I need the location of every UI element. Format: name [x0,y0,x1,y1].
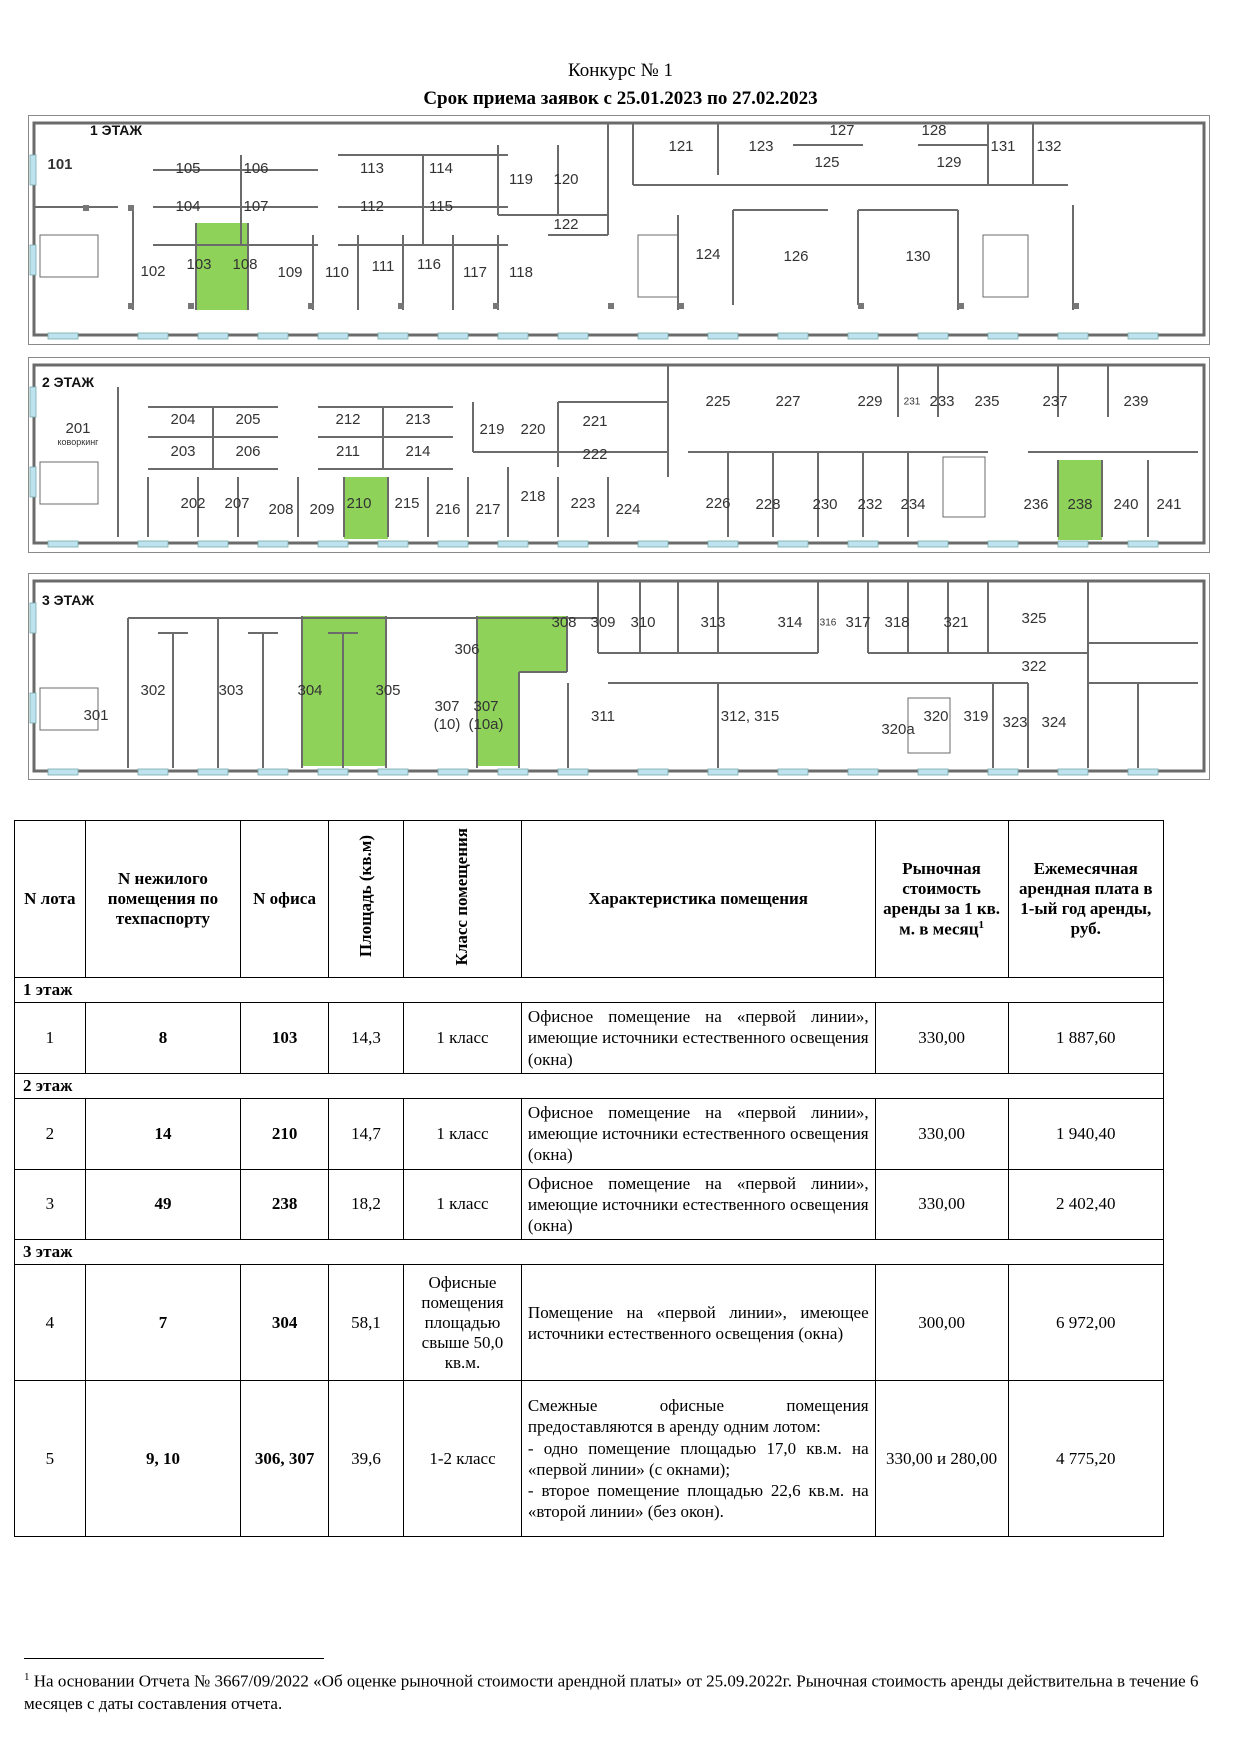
room-label: 309 [590,613,616,631]
room-label: 218 [520,487,546,505]
cell-tech: 8 [85,1003,240,1074]
floor-label: 3 этаж [15,1240,1164,1265]
floor-row [15,978,1164,1003]
col-class-label: Класс помещения [452,827,472,966]
cell-monthly: 1 887,60 [1008,1003,1163,1074]
room-label: 110 [325,263,349,281]
room-label: 230 [812,495,838,513]
cell-price: 330,00 [875,1003,1008,1074]
room-label: 312, 315 [720,707,780,725]
document-subtitle: Срок приема заявок с 25.01.2023 по 27.02.2023 [423,88,818,109]
room-label: 219 [479,420,505,438]
room-label: 225 [705,392,731,410]
room-label: 241 [1156,495,1182,513]
table-row [15,1381,1164,1537]
room-label: 221 [582,412,608,430]
room-label: 325 [1021,609,1047,627]
room-label: 240 [1113,495,1139,513]
room-label: 105 [175,159,201,177]
room-label: 209 [309,500,335,518]
room-label: 216 [435,500,461,518]
room-label: 318 [884,613,910,631]
cell-tech: 49 [85,1169,240,1240]
desc-line: - второе помещение площадью 22,6 кв.м. на «второй линии» (без окон). [527,1481,869,1522]
room-label: 113 [360,159,384,177]
room-label: 117 [463,263,487,281]
room-label: 305 [375,681,401,699]
floor-2-label: 2 ЭТАЖ [42,374,95,390]
room-label: 204 [170,410,196,428]
lease-table [14,820,1164,1537]
cell-office: 103 [241,1003,329,1074]
cell-office: 210 [241,1098,329,1169]
cell-class: Офисные помещения площадью свыше 50,0 кв.м. [404,1265,522,1381]
cell-desc: Офисное помещение на «первой линии», имеющие источники естественного освещения (окна) [521,1098,875,1169]
room-label: 233 [929,392,955,410]
floor-row [15,1073,1164,1098]
cell-class: 1 класс [404,1098,522,1169]
cell-lot: 2 [15,1098,86,1169]
room-label: 108 [232,255,258,273]
room-label: 226 [705,494,731,512]
floor-plan-1 [28,115,1210,345]
cell-desc [521,1381,875,1537]
room-label: 212 [335,410,361,428]
room-label: 231 [903,396,921,408]
room-label: 237 [1042,392,1068,410]
cell-class: 1-2 класс [404,1381,522,1537]
room-label: 126 [783,247,809,265]
room-label: 234 [900,495,926,513]
room-label: 220 [520,420,546,438]
room-label: 210 [346,494,372,512]
room-label: 109 [277,263,303,281]
room-label: 214 [405,442,431,460]
room-label: 229 [857,392,883,410]
room-label: 203 [170,442,196,460]
footnote-mark: 1 [24,1671,30,1683]
col-class [404,821,522,978]
room-label: 301 [83,706,109,724]
room-label: 308 [551,613,577,631]
room-label: 223 [570,494,596,512]
cell-monthly: 2 402,40 [1008,1169,1163,1240]
cell-tech: 14 [85,1098,240,1169]
cell-area: 58,1 [329,1265,404,1381]
cell-price: 300,00 [875,1265,1008,1381]
floor-plan-2 [28,357,1210,553]
room-label: 103 [186,255,212,273]
room-label: 104 [175,197,201,215]
table-row [15,1169,1164,1240]
room-label: 118 [509,263,533,281]
table-header-row [15,821,1164,978]
room-sublabel: коворкинг [57,437,99,447]
room-label: 107 [243,197,269,215]
room-label: 114 [429,159,453,177]
room-label: 316 [819,617,837,629]
room-label: 106 [243,159,269,177]
room-label: 313 [700,613,726,631]
cell-monthly: 4 775,20 [1008,1381,1163,1537]
cell-lot: 1 [15,1003,86,1074]
room-label: 239 [1123,392,1149,410]
cell-office: 304 [241,1265,329,1381]
room-label: 307 [473,697,499,715]
room-label: 211 [336,442,360,460]
room-label: 304 [297,681,323,699]
room-label: 115 [429,197,453,215]
room-label: 224 [615,500,641,518]
room-label: 236 [1023,495,1049,513]
col-monthly: Ежемесячная арендная плата в 1-ый год аренды, руб. [1008,821,1163,978]
cell-price: 330,00 [875,1098,1008,1169]
cell-desc: Офисное помещение на «первой линии», имеющие источники естественного освещения (окна) [521,1003,875,1074]
room-label: 120 [553,170,579,188]
room-label: 119 [509,170,533,188]
floor-label: 1 этаж [15,978,1164,1003]
footnote-divider [24,1658,324,1659]
room-label: 320а [881,720,915,738]
cell-class: 1 класс [404,1003,522,1074]
cell-price: 330,00 и 280,00 [875,1381,1008,1537]
room-label: 132 [1036,137,1062,155]
room-label: 101 [47,155,73,173]
room-label: 228 [755,495,781,513]
col-lot: N лота [15,821,86,978]
cell-tech: 7 [85,1265,240,1381]
cell-office: 306, 307 [241,1381,329,1537]
col-tech: N нежилого помещения по техпаспорту [85,821,240,978]
col-price [875,821,1008,978]
room-label: 307 [434,697,460,715]
room-label: 116 [417,255,441,273]
table-row [15,1265,1164,1381]
room-label: 124 [695,245,721,263]
room-label: 123 [748,137,774,155]
room-label: 201 [65,419,91,437]
room-label: 302 [140,681,166,699]
footnote-text: На основании Отчета № 3667/09/2022 «Об оценке рыночной стоимости арендной платы» от 25.09.2022г. Рыночная стоимость аренды действительна в течение 6 месяцев с даты составления отчета. [24,1671,1199,1713]
room-label: 319 [963,707,989,725]
room-label: 222 [582,445,608,463]
cell-monthly: 1 940,40 [1008,1098,1163,1169]
cell-area: 14,3 [329,1003,404,1074]
room-label: (10) [433,715,461,733]
floor-plan-3 [28,573,1210,780]
room-label: 217 [475,500,501,518]
room-label: 208 [268,500,294,518]
room-label: 125 [814,153,840,171]
room-label: 303 [218,681,244,699]
cell-class: 1 класс [404,1169,522,1240]
room-label: 130 [905,247,931,265]
room-label: 128 [921,121,947,139]
document-title: Конкурс № 1 [568,60,673,81]
room-label: 121 [668,137,694,155]
room-label: 238 [1067,495,1093,513]
room-label: 206 [235,442,261,460]
room-label: 205 [235,410,261,428]
room-label: 321 [943,613,969,631]
cell-lot: 5 [15,1381,86,1537]
cell-monthly: 6 972,00 [1008,1265,1163,1381]
cell-lot: 3 [15,1169,86,1240]
cell-tech: 9, 10 [85,1381,240,1537]
cell-lot: 4 [15,1265,86,1381]
cell-area: 18,2 [329,1169,404,1240]
room-label: (10а) [468,715,504,733]
floor-label: 2 этаж [15,1073,1164,1098]
room-label: 111 [371,257,395,275]
col-area [329,821,404,978]
cell-area: 14,7 [329,1098,404,1169]
room-label: 311 [591,707,615,725]
room-label: 207 [224,494,250,512]
room-label: 102 [140,262,166,280]
footnote [24,1670,1204,1715]
desc-line: - одно помещение площадью 17,0 кв.м. на «первой линии» (с окнами); [527,1438,869,1479]
cell-price: 330,00 [875,1169,1008,1240]
floor-3-label: 3 ЭТАЖ [42,592,95,608]
room-label: 227 [775,392,801,410]
room-label: 127 [829,121,855,139]
col-price-label: Рыночная стоимость аренды за 1 кв. м. в месяц [883,858,1001,939]
cell-desc: Помещение на «первой линии», имеющее источники естественного освещения (окна) [521,1265,875,1381]
col-desc: Характеристика помещения [521,821,875,978]
room-label: 235 [974,392,1000,410]
floor-1-label: 1 ЭТАЖ [90,122,143,138]
room-label: 306 [454,640,480,658]
room-label: 310 [630,613,656,631]
table-row [15,1003,1164,1074]
floor-row [15,1240,1164,1265]
desc-line: Смежные офисные помещения предоставляются в аренду одним лотом: [527,1396,869,1437]
room-label: 131 [990,137,1016,155]
room-label: 324 [1041,713,1067,731]
col-office: N офиса [241,821,329,978]
room-label: 213 [405,410,431,428]
room-label: 322 [1021,657,1047,675]
room-label: 314 [777,613,803,631]
room-label: 215 [394,494,420,512]
room-label: 202 [180,494,206,512]
cell-area: 39,6 [329,1381,404,1537]
room-label: 129 [936,153,962,171]
cell-desc: Офисное помещение на «первой линии», имеющие источники естественного освещения (окна) [521,1169,875,1240]
room-label: 323 [1002,713,1028,731]
room-label: 317 [845,613,871,631]
room-label: 122 [553,215,579,233]
room-label: 112 [360,197,384,215]
table-row [15,1098,1164,1169]
cell-office: 238 [241,1169,329,1240]
footnote-ref: 1 [978,918,985,931]
col-area-label: Площадь (кв.м) [356,835,376,958]
room-label: 320 [923,707,949,725]
room-label: 232 [857,495,883,513]
